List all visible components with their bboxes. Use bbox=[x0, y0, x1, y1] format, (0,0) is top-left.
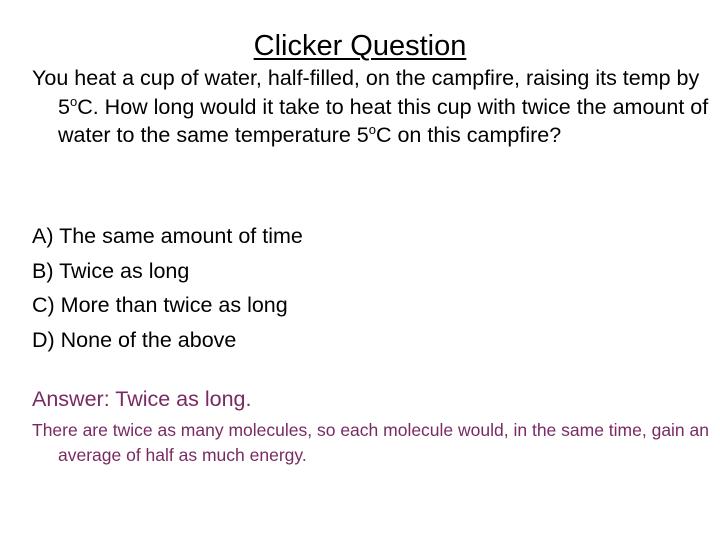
answer-options bbox=[32, 219, 303, 357]
question-text bbox=[32, 64, 720, 150]
question-part-2: C. How long would it take to heat this cup with twice the amount of water to the same temperature 5 bbox=[58, 94, 709, 147]
explanation-text: There are twice as many molecules, so each molecule would, in the same time, gain an average of half as much energy. bbox=[32, 420, 709, 465]
option-c: C) More than twice as long bbox=[32, 293, 288, 317]
option-a: A) The same amount of time bbox=[32, 224, 303, 248]
slide-title: Clicker Question bbox=[253, 30, 467, 62]
degree-symbol: o bbox=[69, 93, 78, 109]
question-part-1: You heat a cup of water, half-filled, on the campfire, raising its temp by 5 bbox=[32, 66, 700, 119]
option-b: B) Twice as long bbox=[32, 258, 190, 283]
option-d: D) None of the above bbox=[32, 327, 237, 352]
degree-symbol: o bbox=[368, 122, 376, 137]
question-part-3: C on this campfire? bbox=[375, 123, 562, 147]
answer-text: Answer: Twice as long. bbox=[32, 387, 252, 411]
